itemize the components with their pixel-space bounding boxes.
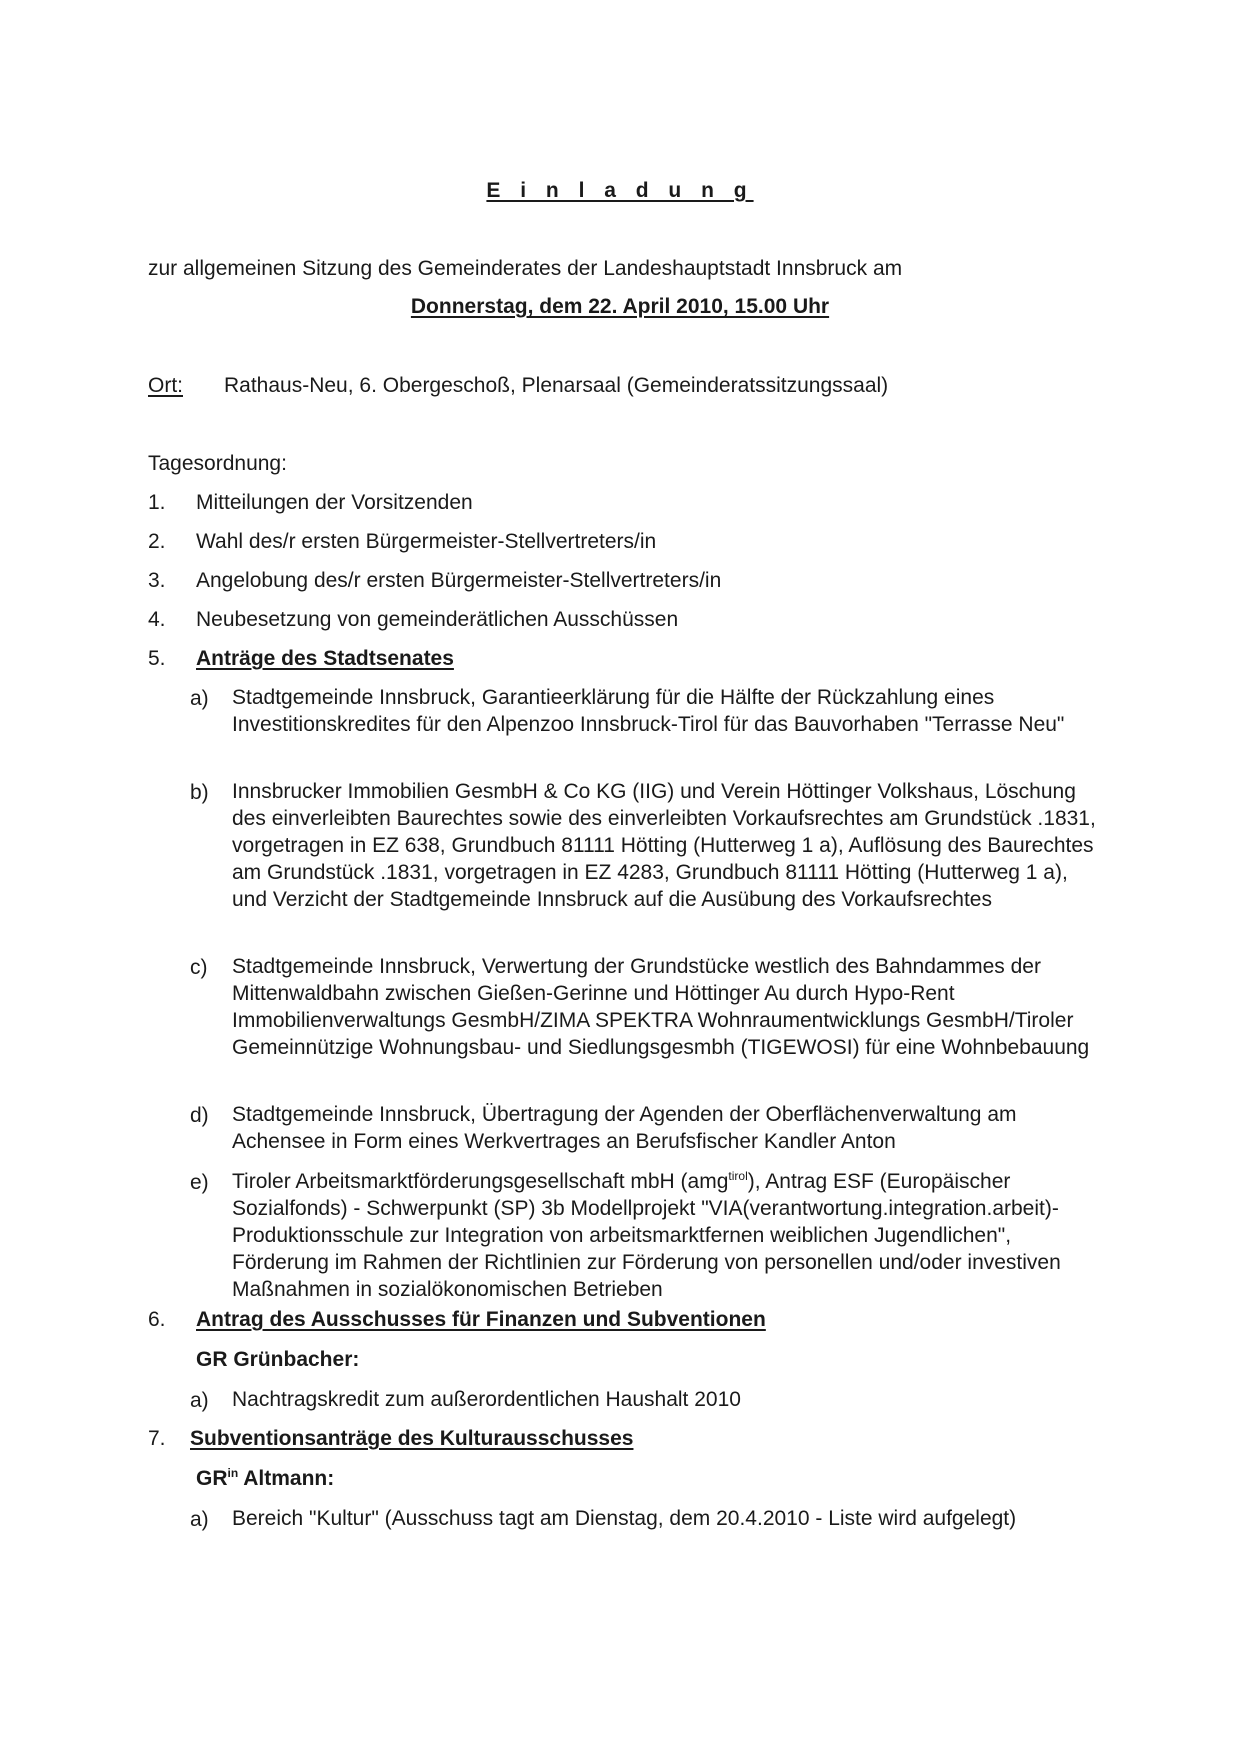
sub-item-letter: d): [190, 1104, 209, 1127]
agenda-item-number: 4.: [148, 608, 166, 631]
meeting-date: Donnerstag, dem 22. April 2010, 15.00 Uhr: [410, 295, 830, 318]
location-value: Rathaus-Neu, 6. Obergeschoß, Plenarsaal (Gemeinderatssitzungssaal): [224, 374, 889, 397]
sub-item-text: Nachtragskredit zum außerordentlichen Haushalt 2010: [232, 1388, 741, 1411]
sub-item-letter: e): [190, 1171, 209, 1194]
sub-item-text: Stadtgemeinde Innsbruck, Verwertung der Grundstücke westlich des Bahndammes der Mittenwaldbahn zwischen Gießen-Gerinne und Höttinger Au durch Hypo-Rent Immobilienverwaltungs GesmbH/ZIMA SPEKTRA Wohnraumentwicklungs GesmbH/Tiroler Gemeinnützige Wohnungsbau- und Siedlungsgesmbh (TIGEWOSI) für eine Wohnbebauung: [232, 955, 1090, 1059]
sub-item-text: Stadtgemeinde Innsbruck, Garantieerklärung für die Hälfte der Rückzahlung eines Investitionskredites für den Alpenzoo Innsbruck-Tirol für das Bauvorhaben "Terrasse Neu": [232, 686, 1065, 736]
speaker-name: GR Grünbacher:: [196, 1348, 360, 1371]
sub-item-letter: a): [190, 1389, 209, 1412]
agenda-item-text: Neubesetzung von gemeinderätlichen Ausschüssen: [196, 608, 679, 631]
sub-item-text: [232, 1168, 1102, 1303]
agenda-item-heading: Subventionsanträge des Kulturausschusses: [190, 1427, 634, 1450]
sub-item-text: Stadtgemeinde Innsbruck, Übertragung der Agenden der Oberflächenverwaltung am Achensee in Form eines Werkvertrages an Berufsfischer Kandler Anton: [232, 1103, 1017, 1153]
agenda-item-heading: Anträge des Stadtsenates: [196, 647, 454, 670]
sub-item-letter: c): [190, 956, 208, 979]
agenda-item-text: Angelobung des/r ersten Bürgermeister-Stellvertreters/in: [196, 569, 722, 592]
superscript-in: in: [227, 1466, 239, 1480]
document-title: E i n l a d u n g: [486, 179, 754, 202]
sub-item-text: Bereich "Kultur" (Ausschuss tagt am Dienstag, dem 20.4.2010 - Liste wird aufgelegt): [232, 1507, 1017, 1530]
sub-item-letter: b): [190, 781, 209, 804]
agenda-item-number: 1.: [148, 491, 166, 514]
speaker-name: [196, 1467, 334, 1491]
agenda-item-text: Mitteilungen der Vorsitzenden: [196, 491, 473, 514]
sub-item-text-part: Tiroler Arbeitsmarktförderungsgesellschaft mbH (amg: [232, 1170, 729, 1193]
sub-item-text: Innsbrucker Immobilien GesmbH & Co KG (IIG) und Verein Höttinger Volkshaus, Löschung des einverleibten Baurechtes sowie des einverleibten Vorkaufsrechtes am Grundstück .1831, vorgetragen in EZ 638, Grundbuch 81111 Hötting (Hutterweg 1 a), Auflösung des Baurechtes am Grundstück .1831, vorgetragen in EZ 4283, Grundbuch 81111 Hötting (Hutterweg 1 a), und Verzicht der Stadtgemeinde Innsbruck auf die Ausübung des Vorkaufsrechtes: [232, 780, 1096, 911]
sub-item-letter: a): [190, 687, 209, 710]
superscript-tirol: tirol: [728, 1169, 748, 1183]
invitation-intro: zur allgemeinen Sitzung des Gemeinderates der Landeshauptstadt Innsbruck am: [148, 257, 903, 280]
agenda-item-number: 6.: [148, 1308, 166, 1331]
agenda-heading: Tagesordnung:: [148, 452, 287, 475]
agenda-item-number: 3.: [148, 569, 166, 592]
agenda-item-heading: Antrag des Ausschusses für Finanzen und Subventionen: [196, 1308, 766, 1331]
sub-item-letter: a): [190, 1508, 209, 1531]
location-label: Ort:: [148, 374, 183, 397]
speaker-surname: Altmann:: [238, 1467, 335, 1490]
agenda-item-number: 7.: [148, 1427, 166, 1450]
agenda-item-number: 5.: [148, 647, 166, 670]
sub-item-text-part: ), Antrag ESF (Europäischer Sozialfonds) - Schwerpunkt (SP) 3b Modellprojekt "VIA(verantwortung.integration.arbeit)-Produktionsschule zur Integration von arbeitsmarktfernen weiblichen Jugendlichen", Förderung im Rahmen der Richtlinien zur Förderung von personellen und/oder investiven Maßnahmen in sozialökonomischen Betrieben: [232, 1170, 1061, 1301]
agenda-item-number: 2.: [148, 530, 166, 553]
speaker-prefix: GR: [196, 1467, 228, 1490]
agenda-item-text: Wahl des/r ersten Bürgermeister-Stellvertreters/in: [196, 530, 657, 553]
